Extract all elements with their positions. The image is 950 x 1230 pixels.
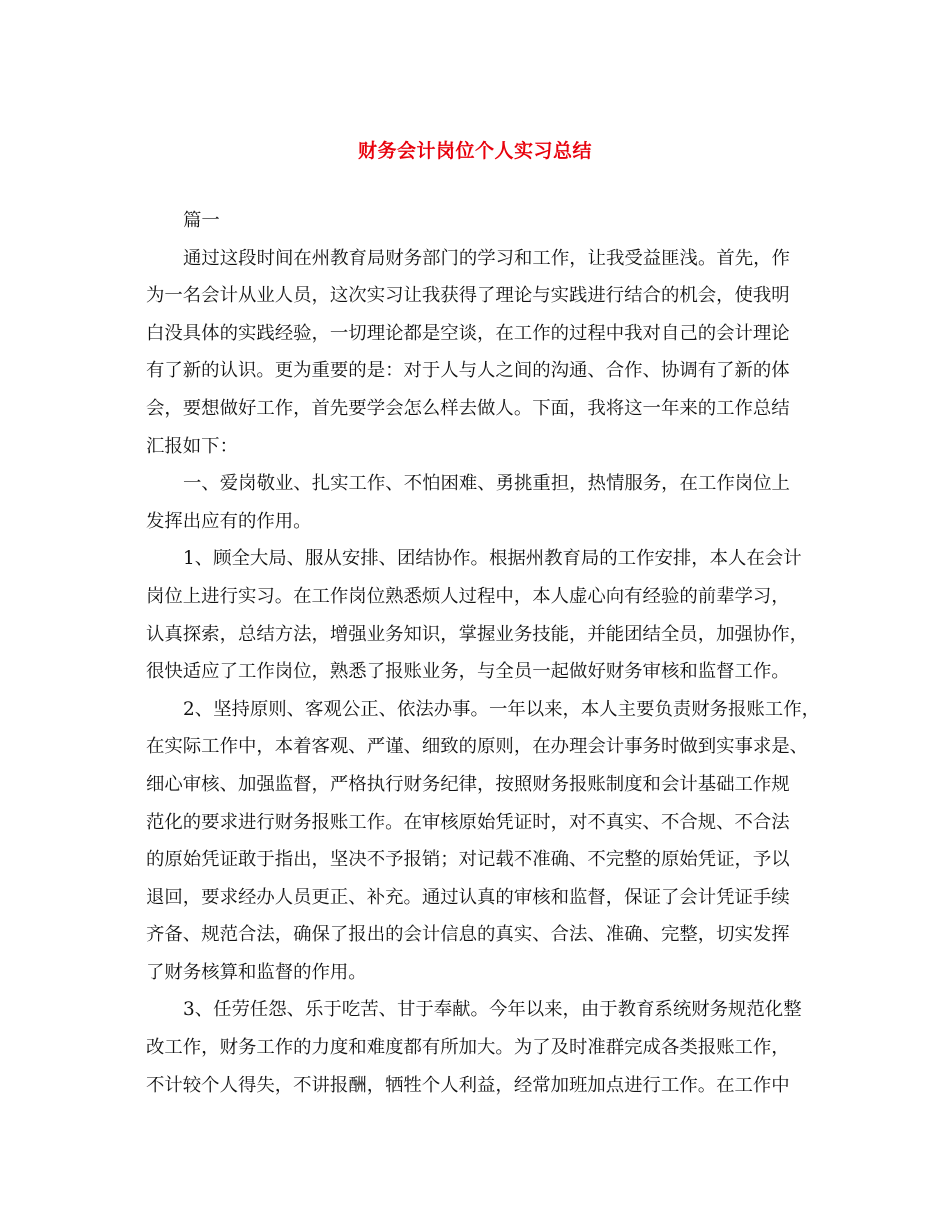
- paragraph-line: 会，要想做好工作，首先要学会怎么样去做人。下面，我将这一年来的工作总结: [146, 397, 790, 419]
- paragraph-line: 1、顾全大局、服从安排、团结协作。根据州教育局的工作安排，本人在会计: [183, 548, 802, 570]
- paragraph-line: 在实际工作中，本着客观、严谨、细致的原则，在办理会计事务时做到实事求是、: [146, 736, 809, 758]
- paragraph-line: 汇报如下：: [146, 435, 238, 457]
- paragraph-line: 不计较个人得失，不讲报酬，牺牲个人利益，经常加班加点进行工作。在工作中: [146, 1074, 790, 1096]
- paragraph-line: 发挥出应有的作用。: [146, 510, 312, 532]
- paragraph-line: 认真探索，总结方法，增强业务知识，掌握业务技能，并能团结全员，加强协作，: [146, 623, 809, 645]
- paragraph-line: 通过这段时间在州教育局财务部门的学习和工作，让我受益匪浅。首先，作: [183, 247, 790, 269]
- paragraph-line: 白没具体的实践经验，一切理论都是空谈，在工作的过程中我对自己的会计理论: [146, 322, 790, 344]
- paragraph-line: 为一名会计从业人员，这次实习让我获得了理论与实践进行结合的机会，使我明: [146, 285, 790, 307]
- paragraph-line: 3、任劳任怨、乐于吃苦、甘于奉献。今年以来，由于教育系统财务规范化整: [183, 999, 802, 1021]
- paragraph-line: 篇一: [183, 210, 220, 231]
- paragraph-line: 的原始凭证敢于指出，坚决不予报销；对记载不准确、不完整的原始凭证，予以: [146, 849, 790, 871]
- paragraph-line: 细心审核、加强监督，严格执行财务纪律，按照财务报账制度和会计基础工作规: [146, 773, 790, 795]
- paragraph-line: 有了新的认识。更为重要的是：对于人与人之间的沟通、合作、协调有了新的体: [146, 360, 790, 382]
- paragraph-line: 一、爱岗敬业、扎实工作、不怕困难、勇挑重担，热情服务，在工作岗位上: [183, 473, 790, 495]
- paragraph-line: 改工作，财务工作的力度和难度都有所加大。为了及时准群完成各类报账工作，: [146, 1037, 790, 1059]
- paragraph-line: 了财务核算和监督的作用。: [146, 961, 367, 983]
- paragraph-line: 岗位上进行实习。在工作岗位熟悉烦人过程中，本人虚心向有经验的前辈学习，: [146, 585, 790, 607]
- paragraph-line: 齐备、规范合法，确保了报出的会计信息的真实、合法、准确、完整，切实发挥: [146, 924, 790, 946]
- document-title: 财务会计岗位个人实习总结: [357, 140, 592, 162]
- paragraph-line: 退回，要求经办人员更正、补充。通过认真的审核和监督，保证了会计凭证手续: [146, 886, 790, 908]
- document-body: [146, 202, 820, 1104]
- paragraph-line: 范化的要求进行财务报账工作。在审核原始凭证时，对不真实、不合规、不合法: [146, 811, 790, 833]
- paragraph-line: 2、坚持原则、客观公正、依法办事。一年以来，本人主要负责财务报账工作，: [183, 698, 820, 720]
- paragraph-line: 很快适应了工作岗位，熟悉了报账业务，与全员一起做好财务审核和监督工作。: [146, 661, 790, 683]
